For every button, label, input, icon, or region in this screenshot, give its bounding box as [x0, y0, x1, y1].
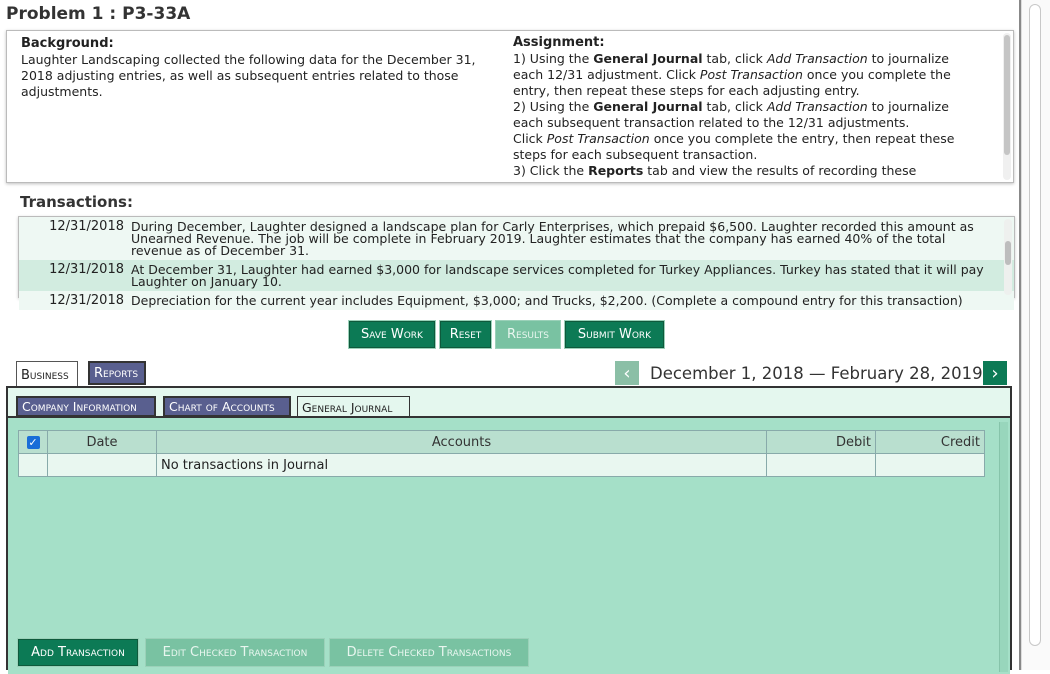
transaction-row [19, 260, 1014, 291]
delete-checked-transactions-button[interactable]: Delete Checked Transactions [330, 639, 528, 666]
transactions-label: Transactions: [20, 193, 133, 211]
select-all-cell[interactable] [19, 431, 48, 454]
journal-table [18, 430, 985, 477]
problem-title: Problem 1 : P3-33A [6, 4, 191, 24]
transactions-scrollbar-thumb[interactable] [1005, 241, 1011, 265]
instructions-scrollbar[interactable] [1003, 33, 1011, 180]
tab-company-information[interactable]: Company Information [16, 396, 156, 417]
tab-business[interactable]: Business [16, 361, 78, 388]
background-section [21, 36, 491, 100]
journal-header-row [19, 431, 985, 454]
submit-work-button[interactable]: Submit Work [565, 321, 664, 348]
transaction-row [19, 217, 1014, 260]
credit-header: Credit [876, 431, 985, 454]
transaction-date: 12/31/2018 [49, 219, 124, 234]
transaction-date: 12/31/2018 [49, 262, 124, 277]
tab-general-journal[interactable]: General Journal [297, 396, 410, 418]
row-checkbox-cell [19, 454, 48, 477]
transactions-scrollbar[interactable] [1004, 219, 1012, 295]
empty-journal-message: No transactions in Journal [157, 454, 767, 477]
page-scrollbar[interactable] [1021, 0, 1050, 670]
instructions-scrollbar-thumb[interactable] [1004, 35, 1010, 155]
transaction-row [19, 291, 1014, 310]
transaction-description: At December 31, Laughter had earned $3,000 for landscape services completed for Turkey Appliances. Turkey has stated that it will pay Laughter on January 10. [131, 262, 984, 289]
assignment-step-2: 2) Using the General Journal tab, click Add Transaction to journalize each subsequent transaction related to the 12/31 adjustments. Click Post Transaction once you complete the entry, then repeat these steps for each subsequent transaction. [513, 99, 955, 162]
transaction-date: 12/31/2018 [49, 293, 124, 308]
transactions-list [18, 216, 1015, 308]
tab-reports[interactable]: Reports [88, 361, 146, 385]
business-panel [6, 386, 1012, 670]
save-work-button[interactable]: Save Work [349, 321, 435, 348]
date-range-navigator [615, 361, 1008, 387]
checkbox-icon[interactable]: ✓ [28, 435, 38, 449]
assignment-step-1: 1) Using the General Journal tab, click Add Transaction to journalize each 12/31 adjustment. Click Post Transaction once you complete the entry, then repeat these steps for each adjusting entry. [513, 51, 951, 98]
page-scrollbar-thumb[interactable] [1029, 4, 1041, 646]
instructions-panel [6, 30, 1014, 183]
results-button[interactable]: Results [496, 321, 560, 348]
tab-chart-of-accounts[interactable]: Chart of Accounts [163, 396, 291, 417]
general-journal-area [8, 416, 1010, 674]
edit-checked-transaction-button[interactable]: Edit Checked Transaction [146, 639, 324, 666]
transaction-description: Depreciation for the current year includes Equipment, $3,000; and Trucks, $2,200. (Complete a compound entry for this transaction) [131, 293, 963, 308]
assignment-heading: Assignment: [513, 35, 605, 50]
row-date-cell [48, 454, 157, 477]
debit-header: Debit [767, 431, 876, 454]
add-transaction-button[interactable]: Add Transaction [18, 639, 138, 666]
assignment-step-3: 3) Click the Reports tab and view the results of recording these [513, 163, 917, 178]
row-credit-cell [876, 454, 985, 477]
reset-button[interactable]: Reset [440, 321, 491, 348]
table-row [19, 454, 985, 477]
chevron-left-icon[interactable]: ‹ [615, 361, 639, 385]
accounts-header: Accounts [157, 431, 767, 454]
row-debit-cell [767, 454, 876, 477]
chevron-right-icon[interactable]: › [983, 361, 1007, 385]
background-heading: Background: [21, 36, 114, 51]
date-range-label: December 1, 2018 — February 28, 2019 [650, 364, 983, 383]
transaction-description: During December, Laughter designed a landscape plan for Carly Enterprises, which prepaid $6,500. Laughter recorded this amount as Unearned Revenue. The job will be complete in February 2019. Laughter estimates that the company has earned 40% of the total revenue as of December 31. [131, 219, 974, 258]
journal-scrollbar[interactable] [999, 422, 1008, 672]
date-header: Date [48, 431, 157, 454]
assignment-section [513, 35, 961, 179]
background-text: Laughter Landscaping collected the following data for the December 31, 2018 adjusting entries, as well as subsequent entries related to those adjustments. [21, 52, 476, 99]
